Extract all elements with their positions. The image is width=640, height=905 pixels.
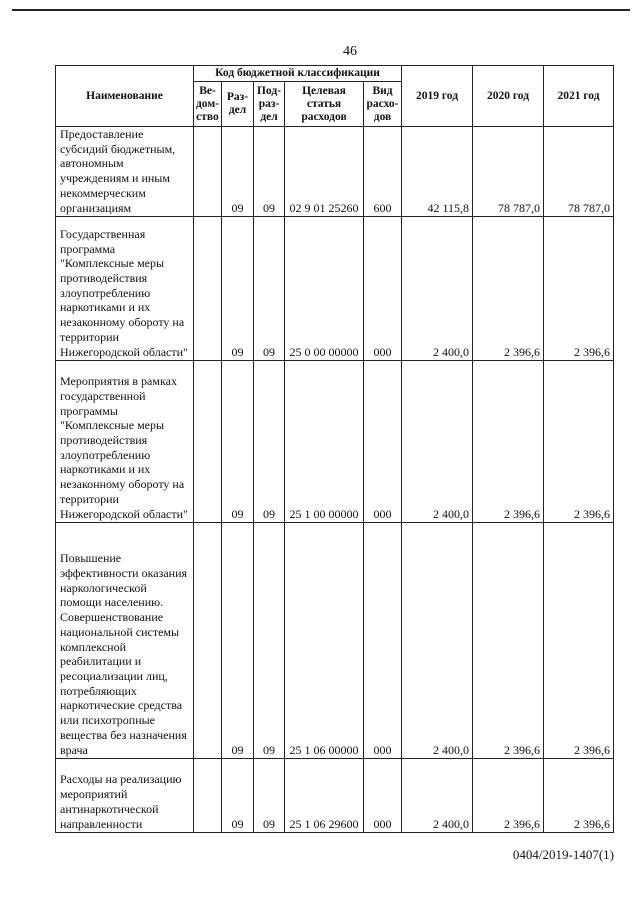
top-edge-rule: [12, 9, 630, 11]
header-section: Раз-дел: [222, 82, 254, 127]
row-target-item: 25 1 06 00000: [285, 523, 364, 759]
header-2019: 2019 год: [402, 66, 473, 127]
header-subsection: Под-раз-дел: [254, 82, 285, 127]
row-expense-type: 000: [364, 759, 402, 833]
table-row: [56, 127, 614, 217]
row-section: 09: [222, 217, 254, 361]
table-row: [56, 523, 614, 759]
row-name: Расходы на реализацию мероприятий антинаркотической направленности: [56, 759, 194, 833]
row-expense-type: 600: [364, 127, 402, 217]
row-2019: 2 400,0: [402, 361, 473, 523]
header-name: Наименование: [56, 66, 194, 127]
row-section: 09: [222, 127, 254, 217]
row-expense-type: 000: [364, 523, 402, 759]
row-section: 09: [222, 361, 254, 523]
row-2020: 2 396,6: [473, 361, 544, 523]
table-row: [56, 361, 614, 523]
row-name: Мероприятия в рамках государственной программы "Комплексные меры противодействия злоупотреблению наркотиками и их незаконному обороту на территории Нижегородской области": [56, 361, 194, 523]
row-subsection: 09: [254, 361, 285, 523]
row-subsection: 09: [254, 759, 285, 833]
page-number: 46: [343, 44, 357, 59]
row-2019: 2 400,0: [402, 523, 473, 759]
row-2020: 2 396,6: [473, 217, 544, 361]
header-2021: 2021 год: [544, 66, 614, 127]
row-target-item: 25 0 00 00000: [285, 217, 364, 361]
row-2019: 42 115,8: [402, 127, 473, 217]
row-dept: [194, 361, 222, 523]
document-code: 0404/2019-1407(1): [512, 847, 614, 862]
table-row: [56, 217, 614, 361]
row-dept: [194, 523, 222, 759]
row-2019: 2 400,0: [402, 759, 473, 833]
row-name: Предоставление субсидий бюджетным, автономным учреждениям и иным некоммерческим организациям: [56, 127, 194, 217]
row-dept: [194, 217, 222, 361]
row-target-item: 25 1 00 00000: [285, 361, 364, 523]
row-2021: 2 396,6: [544, 361, 614, 523]
header-expense-type: Вид расхо-дов: [364, 82, 402, 127]
row-name: Государственная программа "Комплексные меры противодействия злоупотреблению наркотиками и их незаконному обороту на территории Нижегородской области": [56, 217, 194, 361]
row-2020: 78 787,0: [473, 127, 544, 217]
row-2021: 78 787,0: [544, 127, 614, 217]
table-header-row-1: [56, 66, 614, 82]
row-section: 09: [222, 523, 254, 759]
row-dept: [194, 759, 222, 833]
row-2019: 2 400,0: [402, 217, 473, 361]
row-target-item: 25 1 06 29600: [285, 759, 364, 833]
row-2021: 2 396,6: [544, 759, 614, 833]
row-name: Повышение эффективности оказания наркологической помощи населению. Совершенствование национальной системы комплексной реабилитации и ресоциализации лиц, потребляющих наркотические средства или психотропные вещества без назначения врача: [56, 523, 194, 759]
row-target-item: 02 9 01 25260: [285, 127, 364, 217]
header-dept: Ве-дом-ство: [194, 82, 222, 127]
row-2020: 2 396,6: [473, 759, 544, 833]
table-row: [56, 759, 614, 833]
row-2021: 2 396,6: [544, 217, 614, 361]
header-2020: 2020 год: [473, 66, 544, 127]
row-dept: [194, 127, 222, 217]
row-expense-type: 000: [364, 361, 402, 523]
row-section: 09: [222, 759, 254, 833]
row-subsection: 09: [254, 127, 285, 217]
header-budget-code-group: Код бюджетной классификации: [194, 66, 402, 82]
row-expense-type: 000: [364, 217, 402, 361]
header-target-item: Целевая статья расходов: [285, 82, 364, 127]
row-subsection: 09: [254, 217, 285, 361]
row-2021: 2 396,6: [544, 523, 614, 759]
row-2020: 2 396,6: [473, 523, 544, 759]
row-subsection: 09: [254, 523, 285, 759]
budget-table: [55, 65, 614, 833]
